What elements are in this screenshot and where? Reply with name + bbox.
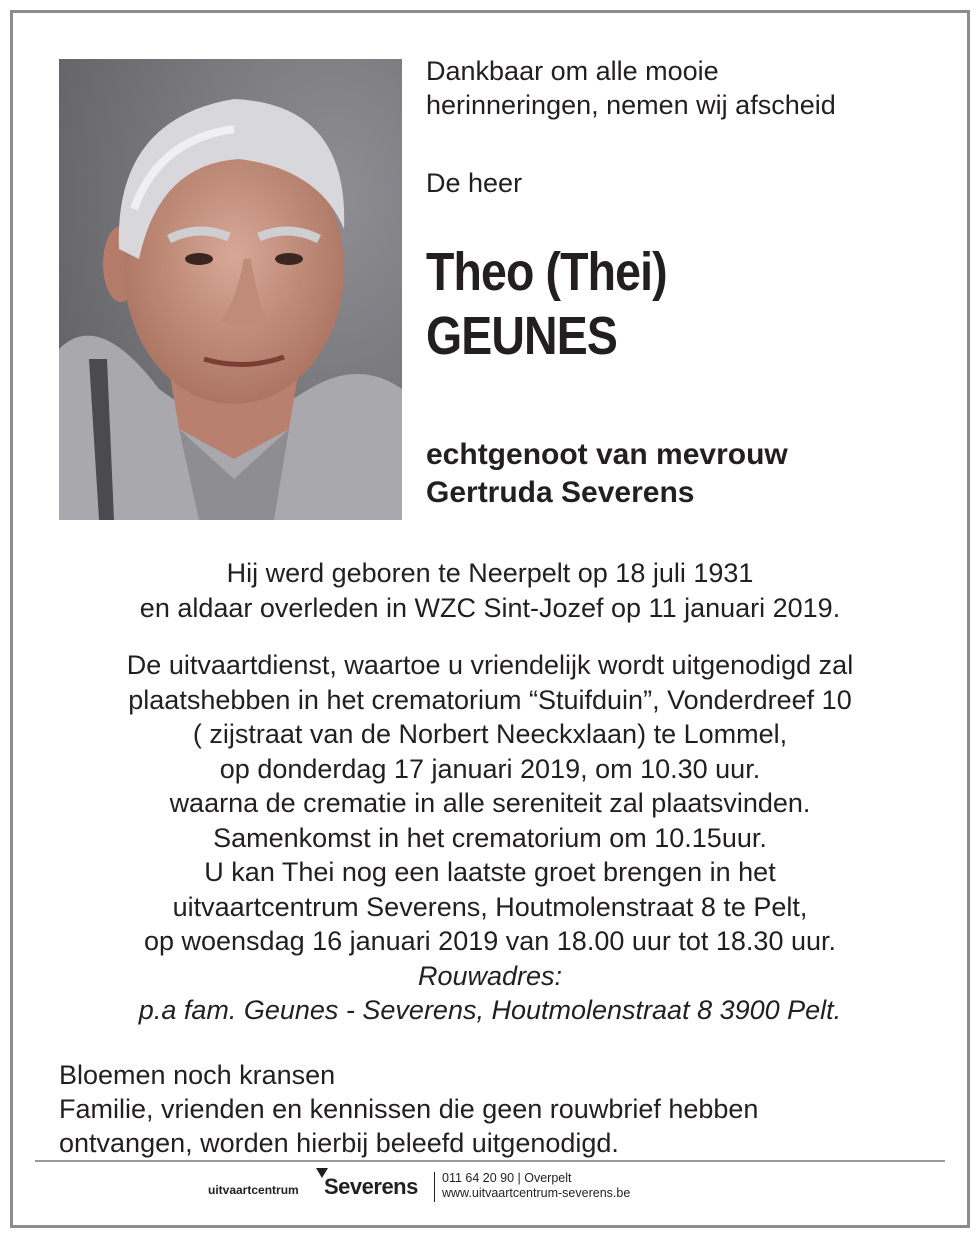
birth-death-text: [30, 556, 950, 625]
closing-line-2: Familie, vrienden en kennissen die geen rouwbrief hebben: [59, 1094, 759, 1124]
phone-line: 011 64 20 90 | Overpelt: [442, 1171, 572, 1185]
service-line: ( zijstraat van de Norbert Neeckxlaan) te Lommel,: [192, 719, 788, 749]
first-name: Theo (Thei): [426, 242, 667, 302]
intro-line-2: herinneringen, nemen wij afscheid: [426, 90, 836, 120]
service-line: waarna de crematie in alle sereniteit zal plaatsvinden.: [169, 788, 811, 818]
closing-line-3: ontvangen, worden hierbij beleefd uitgenodigd.: [59, 1128, 619, 1158]
closing-line-1: Bloemen noch kransen: [59, 1060, 336, 1090]
born-line-2: en aldaar overleden in WZC Sint-Jozef op 11 januari 2019.: [139, 592, 841, 623]
brand-separator: [434, 1172, 435, 1202]
spouse-text: [426, 436, 788, 512]
service-line: De uitvaartdienst, waartoe u vriendelijk wordt uitgenodigd zal: [126, 650, 854, 680]
service-line: U kan Thei nog een laatste groet brengen in het: [204, 857, 776, 887]
service-text: [30, 648, 950, 1028]
closing-text: [59, 1058, 758, 1160]
intro-text: [426, 54, 836, 122]
service-line: plaatshebben in het crematorium “Stuifduin”, Vonderdreef 10: [128, 684, 852, 715]
mourning-address: p.a fam. Geunes - Severens, Houtmolenstraat 8 3900 Pelt.: [138, 995, 842, 1025]
service-line: op woensdag 16 januari 2019 van 18.00 uur tot 18.30 uur.: [143, 926, 837, 956]
intro-line-1: Dankbaar om alle mooie: [426, 56, 719, 86]
spouse-line-2: Gertruda Severens: [426, 476, 695, 509]
contact-info: [442, 1171, 630, 1201]
service-line: uitvaartcentrum Severens, Houtmolenstraat 8 te Pelt,: [172, 891, 808, 922]
funeral-home-logo: [208, 1168, 768, 1204]
website-link[interactable]: www.uitvaartcentrum-severens.be: [442, 1186, 631, 1200]
service-line: Samenkomst in het crematorium om 10.15uur.: [213, 822, 767, 853]
service-line: op donderdag 17 januari 2019, om 10.30 uur.: [219, 753, 761, 784]
honorific: De heer: [426, 168, 523, 198]
brand-big: Severens: [324, 1174, 418, 1199]
deceased-name: [426, 240, 667, 368]
born-line-1: Hij werd geboren te Neerpelt op 18 juli 1931: [226, 558, 754, 588]
spouse-line-1: echtgenoot van mevrouw: [426, 438, 788, 471]
address-label: Rouwadres:: [417, 960, 563, 991]
footer-divider: [35, 1160, 945, 1162]
last-name: GEUNES: [426, 306, 617, 366]
portrait-photo: [59, 59, 402, 520]
brand-small: uitvaartcentrum: [208, 1183, 299, 1197]
